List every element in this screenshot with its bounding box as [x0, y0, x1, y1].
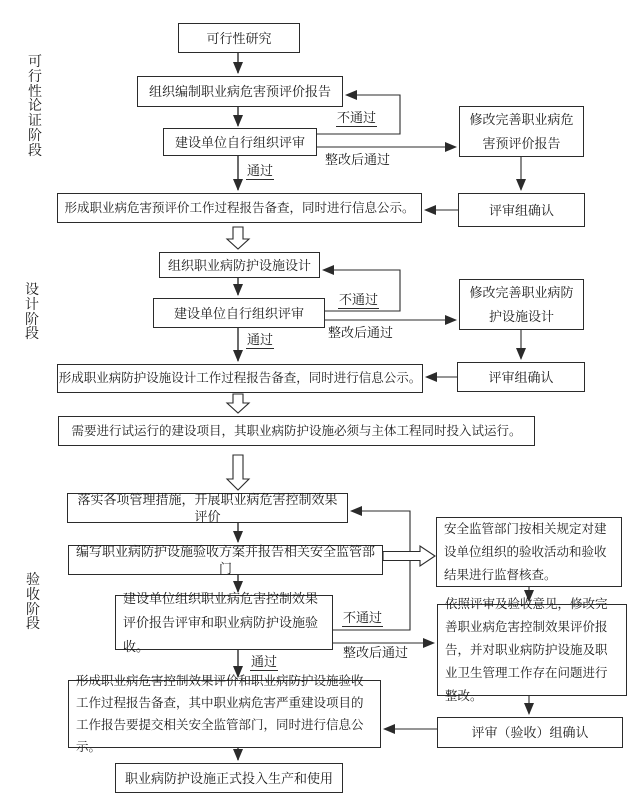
- edge-label-fail-3: 不通过: [343, 610, 383, 625]
- node-review-team-confirm-1: 评审组确认: [458, 193, 585, 227]
- phase-label-acceptance: 验收阶段: [26, 573, 40, 633]
- node-self-organized-review-2: 建设单位自行组织评审: [153, 298, 325, 328]
- node-feasibility-study: 可行性研究: [178, 23, 300, 53]
- edge-label-rectified-pass-1: 整改后通过: [325, 152, 391, 167]
- node-facility-design-record-public: 形成职业病防护设施设计工作过程报告备查，同时进行信息公示。: [57, 364, 423, 393]
- node-organize-effect-review-acceptance: 建设单位组织职业病危害控制效果评价报告评审和职业病防护设施验收。: [115, 595, 333, 650]
- phase-label-feasibility: 可行性论证阶段: [28, 55, 42, 159]
- node-acceptance-record-public: 形成职业病危害控制效果评价和职业病防护设施验收工作过程报告备查，其中职业病危害严重建设项目的工作报告要提交相关安全监管部门，同时进行信息公示。: [68, 680, 381, 748]
- node-revise-protection-facility-design: 修改完善职业病防护设施设计: [459, 279, 584, 330]
- node-formal-production-use: 职业病防护设施正式投入生产和使用: [115, 763, 343, 793]
- edge-label-pass-2: 通过: [247, 332, 274, 347]
- node-revise-per-review-acceptance-opinions: 依照评审及验收意见，修改完善职业病危害控制效果评价报告，并对职业病防护设施及职业卫生管理工作存在问题进行整改。: [437, 604, 627, 696]
- edge-label-rectified-pass-2: 整改后通过: [328, 325, 394, 340]
- node-pre-evaluation-record-public: 形成职业病危害预评价工作过程报告备查，同时进行信息公示。: [57, 193, 422, 223]
- edge-label-pass-1: 通过: [247, 163, 274, 178]
- edge-label-fail-2: 不通过: [339, 292, 379, 307]
- node-compile-pre-evaluation-report: 组织编制职业病危害预评价报告: [137, 76, 343, 107]
- node-regulator-supervision-check: 安全监管部门按相关规定对建设单位组织的验收活动和验收结果进行监督核查。: [436, 517, 622, 587]
- edge-label-fail-1: 不通过: [337, 110, 377, 125]
- node-review-team-confirm-2: 评审组确认: [457, 362, 585, 392]
- node-revise-pre-evaluation-report: 修改完善职业病危害预评价报告: [459, 106, 584, 157]
- node-trial-operation-requirement: 需要进行试运行的建设项目，其职业病防护设施必须与主体工程同时投入试运行。: [58, 416, 535, 446]
- node-implement-management-measures: 落实各项管理措施，开展职业病危害控制效果评价: [67, 493, 348, 523]
- edge-label-pass-3: 通过: [251, 654, 278, 669]
- phase-label-design: 设计阶段: [25, 283, 39, 343]
- node-organize-protection-facility-design: 组织职业病防护设施设计: [159, 252, 320, 278]
- block-arrow-trial-to-phase3: [227, 455, 249, 490]
- node-self-organized-review-1: 建设单位自行组织评审: [163, 128, 317, 156]
- node-review-acceptance-team-confirm: 评审（验收）组确认: [437, 717, 623, 748]
- node-prepare-acceptance-plan: 编写职业病防护设施验收方案并报告相关安全监管部门: [68, 545, 383, 575]
- block-arrow-phase1-to-phase2: [227, 227, 249, 249]
- edge-label-rectified-pass-3: 整改后通过: [343, 645, 409, 660]
- block-arrow-plan-to-supervision: [383, 546, 435, 566]
- block-arrow-record2-to-trial: [227, 394, 249, 413]
